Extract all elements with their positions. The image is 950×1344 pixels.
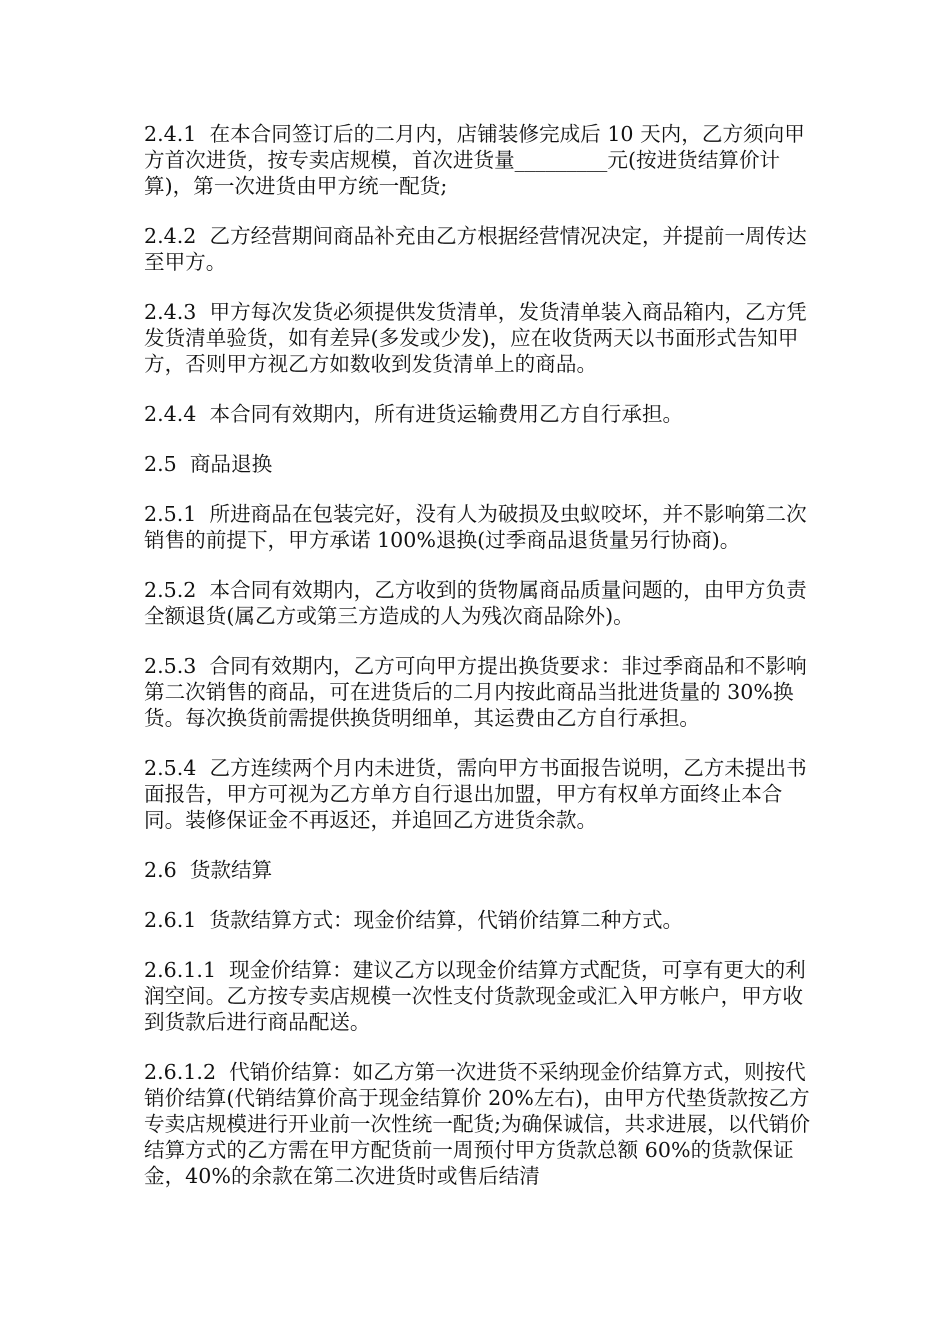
clause-2-4-4: 2.4.4 本合同有效期内，所有进货运输费用乙方自行承担。 — [144, 402, 684, 426]
section-heading-2-6: 2.6 货款结算 — [144, 858, 273, 882]
clause-2-6-1-1: 2.6.1.1 现金价结算：建议乙方以现金价结算方式配货，可享有更大的利润空间。乙方按专卖店规模一次性支付货款现金或汇入甲方帐户，甲方收到货款后进行商品配送。 — [144, 958, 806, 1034]
clause-2-4-3: 2.4.3 甲方每次发货必须提供发货清单，发货清单装入商品箱内，乙方凭发货清单验货，如有差异(多发或少发)，应在收货两天以书面形式告知甲方，否则甲方视乙方如数收到发货清单上的商品。 — [144, 300, 807, 376]
clause-2-5-3: 2.5.3 合同有效期内，乙方可向甲方提出换货要求：非过季商品和不影响第二次销售的商品，可在进货后的二月内按此商品当批进货量的 30%换货。每次换货前需提供换货明细单，其运费由乙方自行承担。 — [144, 654, 807, 730]
clause-2-5-4: 2.5.4 乙方连续两个月内未进货，需向甲方书面报告说明，乙方未提出书面报告，甲方可视为乙方单方自行退出加盟，甲方有权单方面终止本合同。装修保证金不再返还，并追回乙方进货余款。 — [144, 756, 807, 832]
clause-2-4-2: 2.4.2 乙方经营期间商品补充由乙方根据经营情况决定，并提前一周传达至甲方。 — [144, 224, 807, 274]
clause-2-5-1: 2.5.1 所进商品在包装完好，没有人为破损及虫蚁咬坏，并不影响第二次销售的前提下，甲方承诺 100%退换(过季商品退货量另行协商)。 — [144, 502, 807, 552]
section-heading-2-5: 2.5 商品退换 — [144, 452, 273, 476]
clause-2-5-2: 2.5.2 本合同有效期内，乙方收到的货物属商品质量问题的，由甲方负责全额退货(属乙方或第三方造成的人为残次商品除外)。 — [144, 578, 807, 628]
clause-2-4-1: 2.4.1 在本合同签订后的二月内，店铺装修完成后 10 天内，乙方须向甲方首次进货，按专卖店规模，首次进货量_________元(按进货结算价计算)，第一次进货由甲方统一配货; — [144, 122, 805, 198]
clause-2-6-1-2: 2.6.1.2 代销价结算：如乙方第一次进货不采纳现金价结算方式，则按代销价结算(代销结算价高于现金结算价 20%左右)，由甲方代垫货款按乙方专卖店规模进行开业前一次性统一配货;为确保诚信，共求进展，以代销价结算方式的乙方需在甲方配货前一周预付甲方货款总额 60%的货款保证金，40%的余款在第二次进货时或售后结清 — [144, 1060, 810, 1188]
clause-2-6-1: 2.6.1 货款结算方式：现金价结算，代销价结算二种方式。 — [144, 908, 684, 932]
document-body — [144, 121, 814, 1189]
